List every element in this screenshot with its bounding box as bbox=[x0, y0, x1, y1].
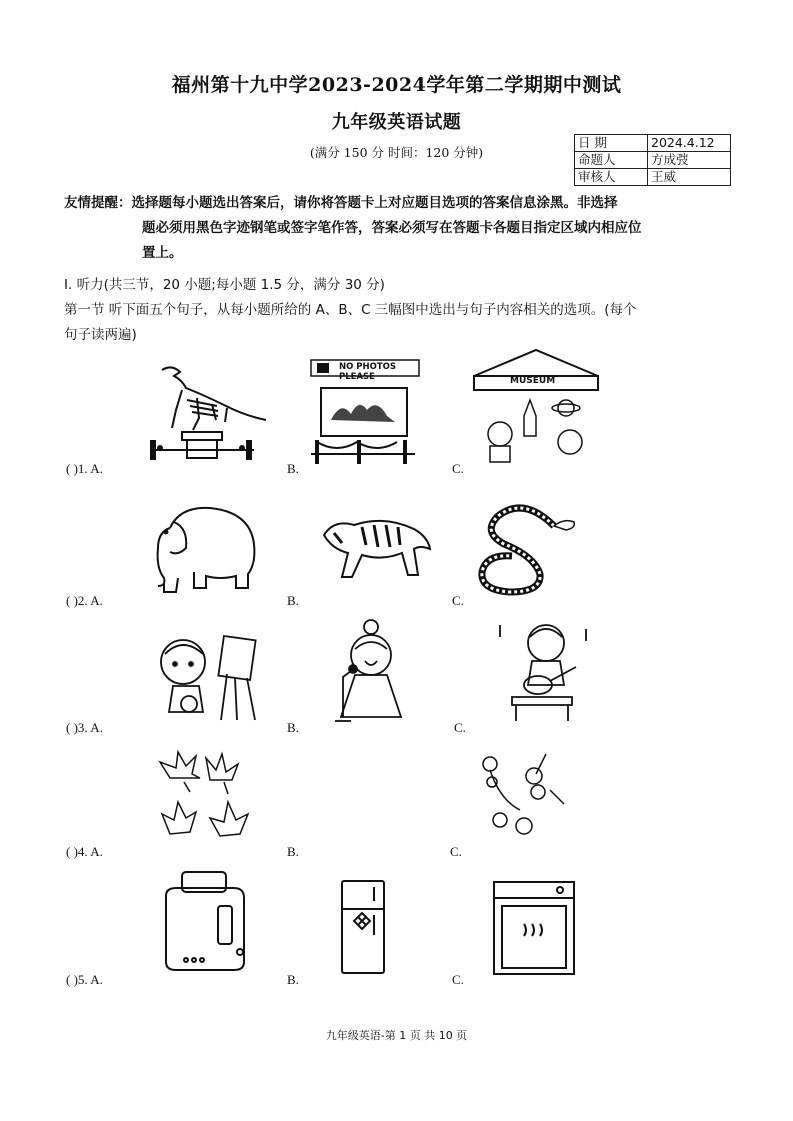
info-table bbox=[574, 134, 731, 186]
reminder-label: 友情提醒： bbox=[64, 195, 132, 211]
reminder-block bbox=[64, 191, 754, 266]
option-b-label: B. bbox=[287, 720, 299, 735]
option-c-label: C. bbox=[452, 972, 464, 987]
info-value: 方成弢 bbox=[648, 152, 731, 169]
girl-singing-picture bbox=[315, 617, 415, 727]
option-b-label: B. bbox=[287, 461, 299, 476]
question-2-label: ( )2. A. bbox=[66, 593, 103, 608]
girl-painting-picture bbox=[155, 634, 270, 724]
option-c-label: C. bbox=[452, 461, 464, 476]
info-key: 日 期 bbox=[575, 135, 648, 152]
toaster-picture bbox=[160, 866, 255, 972]
option-c-label: C. bbox=[452, 593, 464, 608]
leaves-picture bbox=[150, 748, 262, 840]
reminder-line: 题必须用黑色字迹钢笔或签字笔作答，答案必须写在答题卡各题目指定区域内相应位 bbox=[142, 220, 642, 236]
girl-guitar-picture bbox=[494, 617, 594, 727]
snake-picture bbox=[474, 496, 580, 596]
reminder-line: 选择题每小题选出答案后，请你将答题卡上对应题目选项的答案信息涂黑。非选择 bbox=[131, 195, 618, 211]
museum-sign-text: MUSEUM bbox=[510, 376, 556, 386]
option-c-label: C. bbox=[454, 720, 466, 735]
info-row-author bbox=[575, 152, 731, 169]
option-b-label: B. bbox=[287, 972, 299, 987]
option-b-label: B. bbox=[287, 844, 299, 859]
question-1-label: ( )1. A. bbox=[66, 461, 103, 476]
elephant-picture bbox=[140, 498, 260, 594]
exam-title: 福州第十九中学2023-2024学年第二学期期中测试 bbox=[171, 74, 622, 96]
refrigerator-picture bbox=[338, 879, 388, 975]
info-key: 审核人 bbox=[575, 169, 648, 186]
no-photos-exhibit-picture bbox=[307, 358, 419, 468]
flowers-picture bbox=[470, 750, 580, 842]
info-value: 2024.4.12 bbox=[648, 135, 731, 152]
dishwasher-picture bbox=[490, 878, 580, 978]
listening-section bbox=[64, 273, 754, 348]
info-row-date bbox=[575, 135, 731, 152]
section-heading: Ⅰ. 听力(共三节，20 小题;每小题 1.5 分，满分 30 分) bbox=[64, 277, 385, 293]
info-value: 王威 bbox=[648, 169, 731, 186]
info-row-reviewer bbox=[575, 169, 731, 186]
score-time: (满分 150 分 时间：120 分钟) bbox=[309, 145, 484, 160]
no-photos-sign-text: NO PHOTOS PLEASE bbox=[339, 362, 397, 382]
option-c-label: C. bbox=[450, 844, 462, 859]
tiger-picture bbox=[314, 505, 439, 583]
reminder-line: 置上。 bbox=[142, 245, 183, 261]
dinosaur-skeleton-picture bbox=[142, 360, 262, 470]
section-instruction: 第一节 听下面五个句子，从每小题所给的 A、B、C 三幅图中选出与句子内容相关的选项。(每个 bbox=[64, 302, 637, 318]
info-key: 命题人 bbox=[575, 152, 648, 169]
question-3-label: ( )3. A. bbox=[66, 720, 103, 735]
exam-subtitle: 九年级英语试题 bbox=[331, 112, 462, 133]
option-b-label: B. bbox=[287, 593, 299, 608]
question-4-label: ( )4. A. bbox=[66, 844, 103, 859]
page-footer: 九年级英语-第 1 页 共 10 页 bbox=[325, 1029, 468, 1042]
question-5-label: ( )5. A. bbox=[66, 972, 103, 987]
museum-kids-picture bbox=[470, 346, 602, 470]
section-instruction: 句子读两遍) bbox=[64, 327, 137, 343]
